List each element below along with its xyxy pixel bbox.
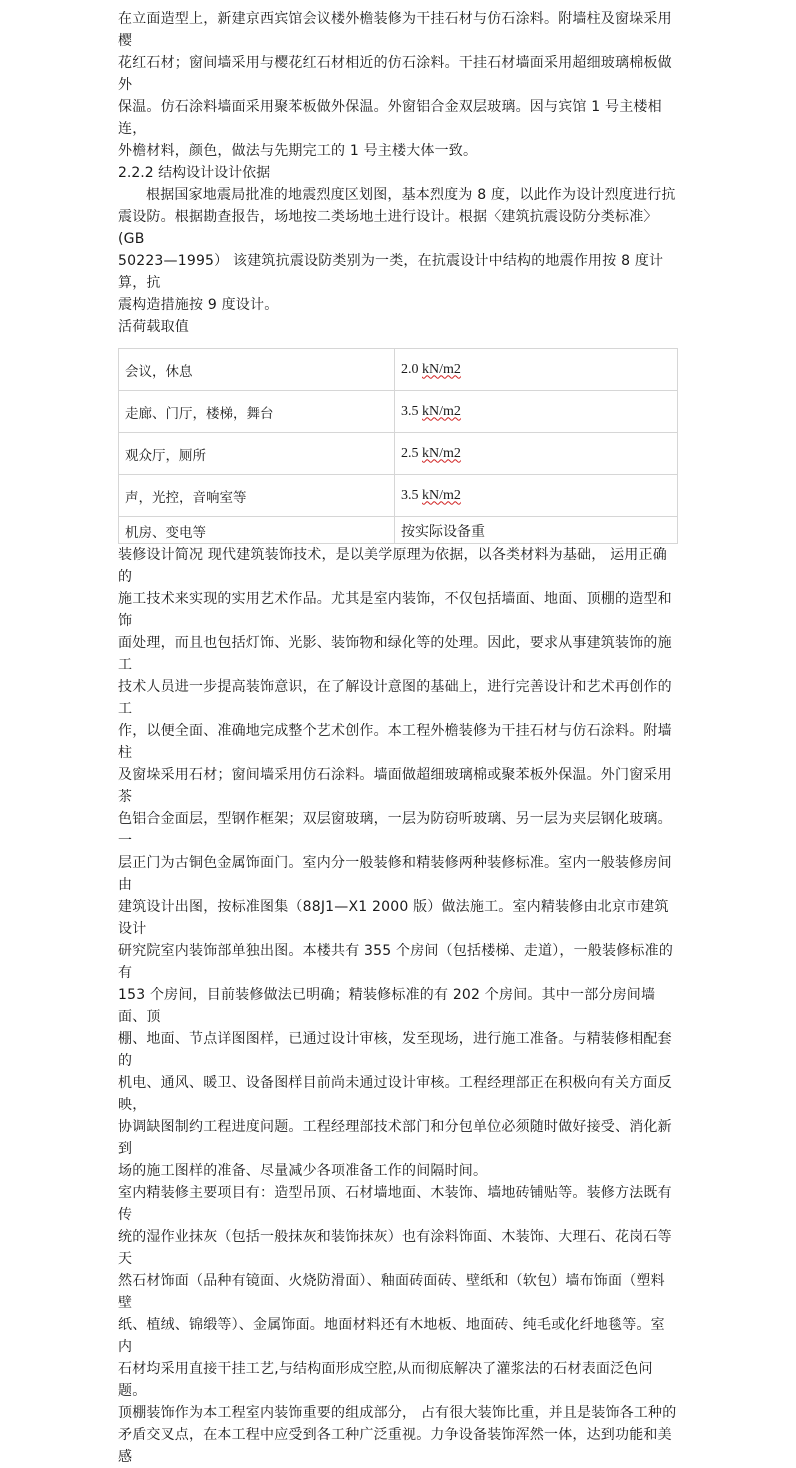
text-line: 机电、通风、暖卫、设备图样目前尚未通过设计审核。工程经理部正在积极向有关方面反映， xyxy=(118,1075,672,1113)
table-row xyxy=(119,433,678,475)
table-cell-use: 走廊、门厅，楼梯，舞台 xyxy=(119,391,395,433)
table-row xyxy=(119,475,678,517)
text-line: 50223—1995） 该建筑抗震设防类别为一类，在抗震设计中结构的地震作用按 8 度计算，抗 xyxy=(118,253,664,291)
text-line: 技术人员进一步提高装饰意识，在了解设计意图的基础上，进行完善设计和艺术再创作的工 xyxy=(118,679,672,717)
table-cell-use: 机房、变电等 xyxy=(119,517,395,544)
text-line: 花红石材；窗间墙采用与樱花红石材相近的仿石涂料。干挂石材墙面采用超细玻璃棉板做外 xyxy=(118,55,672,93)
load-value: 3.5 xyxy=(401,403,422,419)
text-line: 震设防。根据勘查报告，场地按二类场地土进行设计。根据〈建筑抗震设防分类标准〉(GB xyxy=(118,209,658,247)
seismic-paragraph xyxy=(118,184,678,316)
table-cell-value xyxy=(395,433,678,475)
table-row xyxy=(119,391,678,433)
text-line: 外檐材料，颜色，做法与先期完工的 1 号主楼大体一致。 xyxy=(118,143,478,159)
table-row xyxy=(119,517,678,544)
text-line: 层正门为古铜色金属饰面门。室内分一般装修和精装修两种装修标准。室内一般装修房间由 xyxy=(118,855,672,893)
text-line: 场的施工图样的准备、尽量减少各项准备工作的间隔时间。 xyxy=(118,1163,488,1179)
text-line: 根据国家地震局批准的地震烈度区划图，基本烈度为 8 度，以此作为设计烈度进行抗 xyxy=(146,187,676,203)
load-unit: kN/m2 xyxy=(422,403,461,419)
document-page xyxy=(118,8,678,1468)
table-cell-value xyxy=(395,475,678,517)
text-line: 震构造措施按 9 度设计。 xyxy=(118,297,279,313)
load-value: 2.0 xyxy=(401,361,422,377)
text-line: 纸、植绒、锦缎等）、金属饰面。地面材料还有木地板、地面砖、纯毛或化纤地毯等。室内 xyxy=(118,1317,665,1355)
text-line: 面处理，而且也包括灯饰、光影、装饰物和绿化等的处理。因此，要求从事建筑装饰的施工 xyxy=(118,635,672,673)
live-load-table xyxy=(118,348,678,544)
text-line: 棚、地面、节点详图图样，已通过设计审核，发至现场，进行施工准备。与精装修相配套的 xyxy=(118,1031,672,1069)
live-load-title: 活荷载取值 xyxy=(118,319,189,335)
load-value: 2.5 xyxy=(401,445,422,461)
load-unit: kN/m2 xyxy=(422,445,461,461)
finish-paragraph xyxy=(118,1182,678,1468)
table-cell-use: 会议，休息 xyxy=(119,349,395,391)
text-line: 然石材饰面（品种有镜面、火烧防滑面）、釉面砖面砖、壁纸和（软包）墙布饰面（塑料壁 xyxy=(118,1273,665,1311)
table-cell-use: 声，光控，音响室等 xyxy=(119,475,395,517)
text-line: 施工技术来实现的实用艺术作品。尤其是室内装饰，不仅包括墙面、地面、顶棚的造型和饰 xyxy=(118,591,672,629)
text-line: 保温。仿石涂料墙面采用聚苯板做外保温。外窗铝合金双层玻璃。因与宾馆 1 号主楼相连， xyxy=(118,99,662,137)
text-line: 室内精装修主要项目有：造型吊顶、石材墙地面、木装饰、墙地砖铺贴等。装修方法既有传 xyxy=(118,1185,672,1223)
text-line: 153 个房间，目前装修做法已明确；精装修标准的有 202 个房间。其中一部分房间墙面、顶 xyxy=(118,987,656,1025)
text-line: 装修设计简况 现代建筑装饰技术，是以美学原理为依据，以各类材料为基础， 运用正确的 xyxy=(118,547,667,585)
section-heading: 2.2.2 结构设计设计依据 xyxy=(118,165,271,181)
table-cell-value xyxy=(395,349,678,391)
text-line: 研究院室内装饰部单独出图。本楼共有 355 个房间（包括楼梯、走道），一般装修标准的有 xyxy=(118,943,674,981)
text-line: 在立面造型上，新建京西宾馆会议楼外檐装修为干挂石材与仿石涂料。附墙柱及窗垛采用樱 xyxy=(118,11,672,49)
decoration-paragraph xyxy=(118,544,678,1182)
text-line: 顶棚装饰作为本工程室内装饰重要的组成部分， 占有很大装饰比重，并且是装饰各工种的 xyxy=(118,1405,677,1421)
text-line: 建筑设计出图，按标准图集（88J1—X1 2000 版）做法施工。室内精装修由北京市建筑设计 xyxy=(118,899,669,937)
table-row xyxy=(119,349,678,391)
table-cell-use: 观众厅，厕所 xyxy=(119,433,395,475)
load-unit: kN/m2 xyxy=(422,361,461,377)
text-line: 及窗垛采用石材；窗间墙采用仿石涂料。墙面做超细玻璃棉或聚苯板外保温。外门窗采用茶 xyxy=(118,767,672,805)
table-cell-value xyxy=(395,391,678,433)
text-line: 石材均采用直接干挂工艺,与结构面形成空腔,从而彻底解决了灌浆法的石材表面泛色问题。 xyxy=(118,1361,653,1399)
load-unit: kN/m2 xyxy=(422,487,461,503)
load-value: 按实际设备重 xyxy=(401,525,485,540)
table-cell-value xyxy=(395,517,678,544)
text-line: 矛盾交叉点，在本工程中应受到各工种广泛重视。力争设备装饰浑然一体，达到功能和美感 xyxy=(118,1427,672,1465)
text-line: 色铝合金面层，型钢作框架；双层窗玻璃，一层为防窃听玻璃、另一层为夹层钢化玻璃。一 xyxy=(118,811,672,849)
text-line: 统的湿作业抹灰（包括一般抹灰和装饰抹灰）也有涂料饰面、木装饰、大理石、花岗石等天 xyxy=(118,1229,672,1267)
text-line: 协调缺图制约工程进度问题。工程经理部技术部门和分包单位必须随时做好接受、消化新到 xyxy=(118,1119,672,1157)
load-value: 3.5 xyxy=(401,487,422,503)
intro-paragraph xyxy=(118,8,678,162)
text-line: 作，以便全面、准确地完成整个艺术创作。本工程外檐装修为干挂石材与仿石涂料。附墙柱 xyxy=(118,723,672,761)
